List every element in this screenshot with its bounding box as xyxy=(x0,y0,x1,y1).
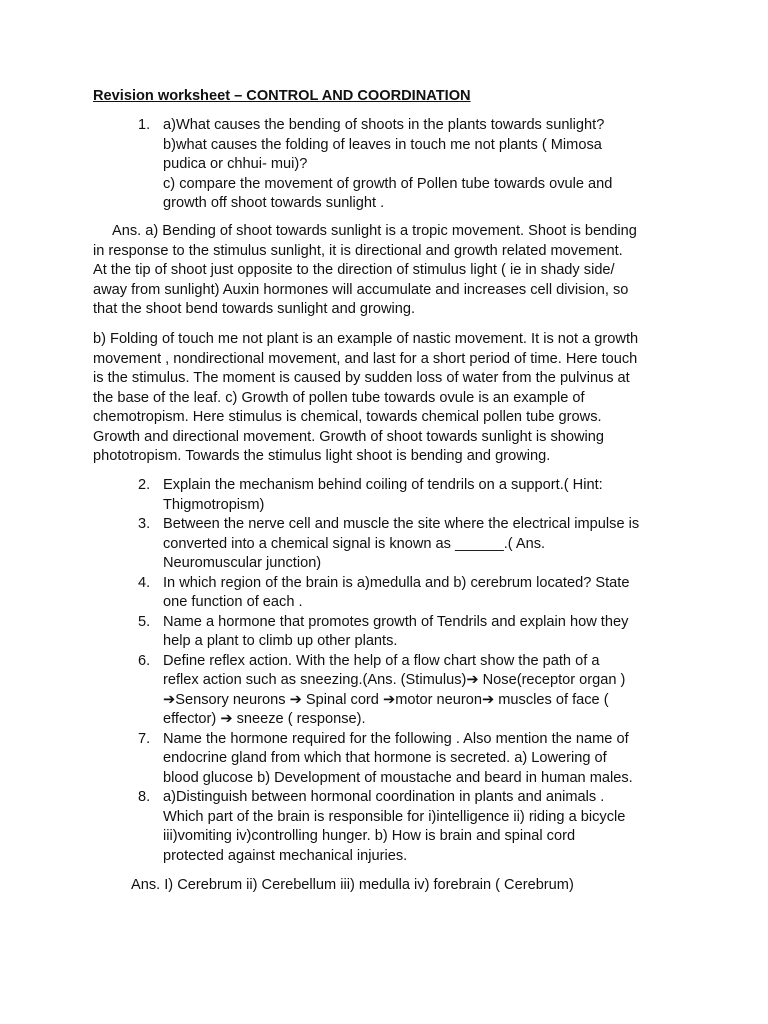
question-line: blood glucose b) Development of moustache and beard in human males. xyxy=(163,769,633,786)
answer-a-paragraph xyxy=(93,222,683,320)
question-line: Between the nerve cell and muscle the site where the electrical impulse is xyxy=(163,516,640,532)
question-line: converted into a chemical signal is known as ______.( Ans. xyxy=(163,535,546,552)
question-row xyxy=(138,116,678,214)
answer-line: phototropism. Towards the stimulus light shoot is bending and growing. xyxy=(93,448,551,464)
final-answer xyxy=(131,876,721,896)
answer-line: Growth and directional movement. Growth of shoot towards sunlight is showing xyxy=(93,428,605,445)
question-number: 3. xyxy=(138,516,151,532)
question-number: 4. xyxy=(138,574,151,591)
question-line: Thigmotropism) xyxy=(163,496,265,513)
question-4 xyxy=(138,574,678,613)
question-line: a)What causes the bending of shoots in the plants towards sunlight? xyxy=(163,117,605,133)
question-line: b)what causes the folding of leaves in touch me not plants ( Mimosa xyxy=(163,136,602,153)
answer-line: the base of the leaf. c) Growth of pollen tube towards ovule is an example of xyxy=(93,389,585,406)
question-line: one function of each . xyxy=(163,594,303,610)
worksheet-title: Revision worksheet – CONTROL AND COORDINATION xyxy=(93,88,471,104)
answer-b-paragraph xyxy=(93,330,683,467)
answer-line: chemotropism. Here stimulus is chemical, towards chemical pollen tube grows. xyxy=(93,409,602,425)
question-3 xyxy=(138,515,678,574)
question-7 xyxy=(138,730,678,789)
question-5 xyxy=(138,613,678,652)
question-6 xyxy=(138,652,678,730)
question-line: protected against mechanical injuries. xyxy=(163,847,408,864)
question-line: Define reflex action. With the help of a flow chart show the path of a xyxy=(163,652,600,669)
answer-line: that the shoot bend towards sunlight and growing. xyxy=(93,301,416,317)
question-line: c) compare the movement of growth of Pollen tube towards ovule and xyxy=(163,175,613,192)
question-number: 1. xyxy=(138,117,151,133)
question-8 xyxy=(138,788,678,866)
answer-line: Ans. a) Bending of shoot towards sunlight is a tropic movement. Shoot is bending xyxy=(112,223,637,239)
question-number: 7. xyxy=(138,730,151,747)
question-1 xyxy=(138,116,678,214)
question-number: 6. xyxy=(138,652,151,669)
question-2 xyxy=(138,476,678,515)
question-line: Explain the mechanism behind coiling of tendrils on a support.( Hint: xyxy=(163,477,603,493)
answer-line: movement , nondirectional movement, and last for a short period of time. Here touch xyxy=(93,350,638,367)
question-line: effector) ➔ sneeze ( response). xyxy=(163,711,366,727)
answer-line: b) Folding of touch me not plant is an example of nastic movement. It is not a growth xyxy=(93,331,639,347)
answer-line: away from sunlight) Auxin hormones will accumulate and increases cell division, so xyxy=(93,281,629,298)
question-line: Name a hormone that promotes growth of Tendrils and explain how they xyxy=(163,613,629,630)
question-line: endocrine gland from which that hormone is secreted. a) Lowering of xyxy=(163,750,607,766)
answer-line: in response to the stimulus sunlight, it is directional and growth related movement. xyxy=(93,242,623,259)
question-line: In which region of the brain is a)medulla and b) cerebrum located? State xyxy=(163,574,630,591)
question-line: pudica or chhui- mui)? xyxy=(163,156,308,172)
question-number: 5. xyxy=(138,613,151,630)
answer-line: is the stimulus. The moment is caused by sudden loss of water from the pulvinus at xyxy=(93,370,630,386)
question-line: ➔Sensory neurons ➔ Spinal cord ➔motor neuron➔ muscles of face ( xyxy=(163,691,609,708)
question-line: a)Distinguish between hormonal coordination in plants and animals . xyxy=(163,789,605,805)
question-line: help a plant to climb up other plants. xyxy=(163,633,398,649)
question-line: iii)vomiting iv)controlling hunger. b) How is brain and spinal cord xyxy=(163,828,576,844)
question-number: 2. xyxy=(138,477,151,493)
questions-list xyxy=(138,476,678,866)
question-line: Which part of the brain is responsible for i)intelligence ii) riding a bicycle xyxy=(163,808,626,825)
answer-line: At the tip of shoot just opposite to the direction of stimulus light ( ie in shady side/ xyxy=(93,262,615,278)
question-number: 8. xyxy=(138,789,151,805)
question-line: Name the hormone required for the following . Also mention the name of xyxy=(163,730,629,747)
question-line: growth off shoot towards sunlight . xyxy=(163,195,385,211)
answer-line: Ans. I) Cerebrum ii) Cerebellum iii) medulla iv) forebrain ( Cerebrum) xyxy=(131,877,574,893)
question-line: Neuromuscular junction) xyxy=(163,555,322,571)
question-line: reflex action such as sneezing.(Ans. (Stimulus)➔ Nose(receptor organ ) xyxy=(163,672,626,688)
